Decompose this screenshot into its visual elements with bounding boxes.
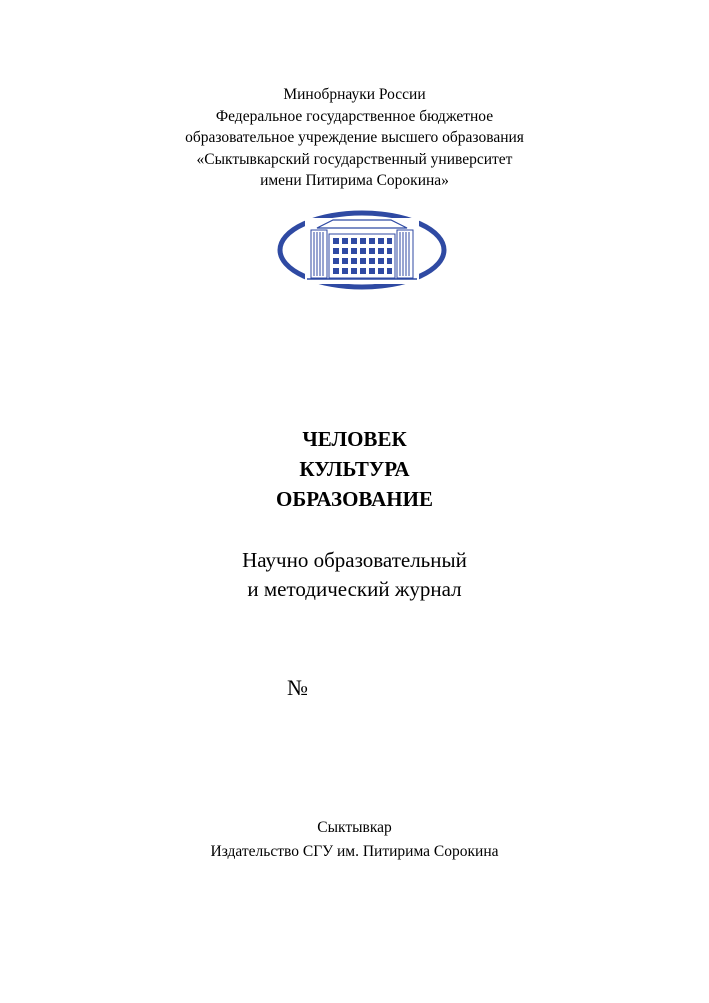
institution-type-line-2: образовательное учреждение высшего образования (185, 129, 524, 146)
university-name-line-1: «Сыктывкарский государственный университет (196, 150, 513, 168)
journal-title (0, 424, 709, 514)
publisher-name: Издательство СГУ им. Питирима Сорокина (210, 843, 499, 860)
journal-subtitle (0, 546, 709, 604)
subtitle-line-2: и методический журнал (247, 577, 462, 601)
institution-header (0, 84, 709, 192)
university-building-logo (277, 210, 447, 290)
subtitle-line-1: Научно образовательный (242, 548, 467, 572)
title-line-3: ОБРАЗОВАНИЕ (276, 487, 433, 511)
issue-number-label: № (287, 675, 308, 700)
title-line-1: ЧЕЛОВЕК (302, 427, 407, 451)
institution-type-line-1: Федеральное государственное бюджетное (215, 107, 494, 125)
publisher-footer (0, 816, 709, 864)
ministry-line: Минобрнауки России (283, 86, 426, 103)
university-name-line-2: имени Питирима Сорокина» (260, 172, 449, 189)
title-line-2: КУЛЬТУРА (299, 457, 410, 481)
city: Сыктывкар (317, 819, 392, 836)
